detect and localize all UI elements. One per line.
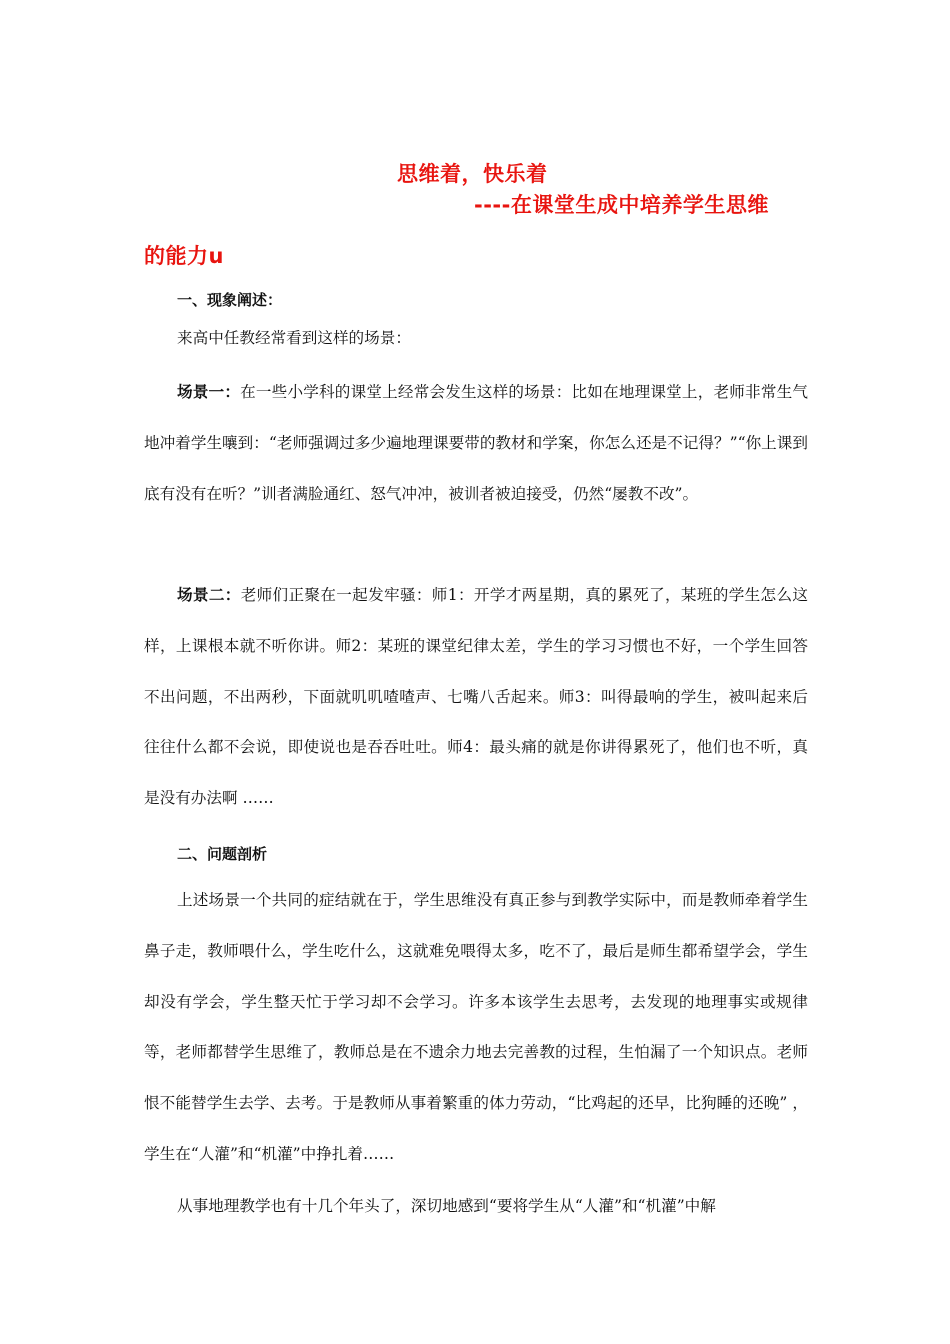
scene-1-text: 在一些小学科的课堂上经常会发生这样的场景：比如在地理课堂上，老师非常生气地冲着学生嚷到：“老师强调过多少遍地理课要带的教材和学案，你怎么还是不记得？”“你上课到底有没有在听？”训者满脸通红、怒气冲冲，被训者被迫接受，仍然“屡教不改”。: [144, 383, 808, 503]
scene-1-paragraph: [144, 367, 808, 519]
scene-1-label: 场景一：: [177, 383, 241, 401]
title-line-2: ----在课堂生成中培养学生思维: [474, 193, 769, 217]
analysis-paragraph-1: 上述场景一个共同的症结就在于，学生思维没有真正参与到教学实际中，而是教师牵着学生鼻子走，教师喂什么，学生吃什么，这就难免喂得太多，吃不了，最后是师生都希望学会，学生却没有学会，学生整天忙于学习却不会学习。许多本该学生去思考，去发现的地理事实或规律等，老师都替学生思维了，教师总是在不遗余力地去完善教的过程，生怕漏了一个知识点。老师恨不能替学生去学、去考。于是教师从事着繁重的体力劳动，“比鸡起的还早，比狗睡的还晚” ，学生在“人灌”和“机灌”中挣扎着……: [144, 891, 808, 1163]
section-heading-analysis: 二、问题剖析: [177, 845, 268, 863]
scene-2-text: 老师们正聚在一起发牢骚：师1：开学才两星期，真的累死了，某班的学生怎么这样，上课根本就不听你讲。师2：某班的课堂纪律太差，学生的学习习惯也不好，一个学生回答不出问题，不出两秒，下面就叽叽喳喳声、七嘴八舌起来。师3：叫得最响的学生，被叫起来后往往什么都不会说，即使说也是吞吞吐吐。师4：最头痛的就是你讲得累死了，他们也不听，真是没有办法啊 ……: [144, 586, 808, 808]
title-line-3: 的能力u: [144, 244, 224, 268]
analysis-paragraph-2: 从事地理教学也有十几个年头了，深切地感到“要将学生从“人灌”和“机灌”中解: [177, 1197, 716, 1215]
section-heading-phenomenon: 一、现象阐述：: [177, 291, 283, 309]
intro-paragraph: 来高中任教经常看到这样的场景：: [177, 329, 411, 347]
scene-2-paragraph: [144, 570, 808, 824]
scene-2-label: 场景二：: [177, 586, 241, 604]
title-line-1: 思维着，快乐着: [397, 162, 548, 186]
